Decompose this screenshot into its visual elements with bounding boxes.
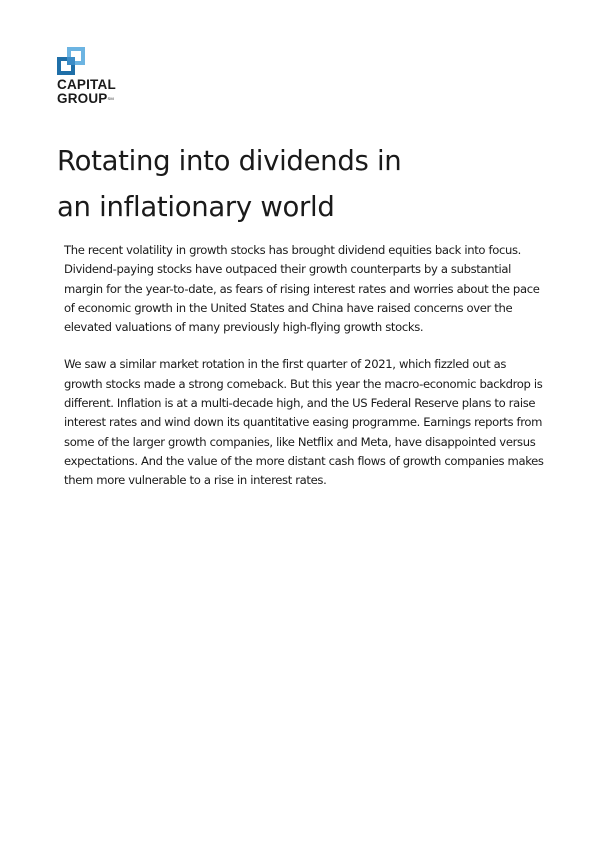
wordmark-line-2: GROUP℠ — [57, 91, 114, 106]
capital-group-wordmark — [57, 78, 116, 106]
title-line-2: an inflationary world — [57, 191, 335, 223]
capital-group-logo — [57, 47, 137, 109]
capital-group-logo-mark-icon — [57, 47, 85, 75]
wordmark-line-1: CAPITAL — [57, 77, 116, 92]
paragraph-1: The recent volatility in growth stocks has brought dividend equities back into focus. Dividend-paying stocks have outpaced their growth counterparts by a substantial margin for the year-to-date, as fears of rising interest rates and worries about the pace of economic growth in the United States and China have raised concerns over the elevated valuations of many previously high-flying growth stocks. — [64, 243, 540, 335]
title-line-1: Rotating into dividends in — [57, 145, 402, 177]
paragraph-2: We saw a similar market rotation in the first quarter of 2021, which fizzled out as growth stocks made a strong comeback. But this year the macro-economic backdrop is different. Inflation is at a multi-decade high, and the US Federal Reserve plans to raise interest rates and wind down its quantitative easing programme. Earnings reports from some of the larger growth companies, like Netflix and Meta, have disappointed versus expectations. And the value of the more distant cash flows of growth companies makes them more vulnerable to a rise in interest rates. — [64, 357, 544, 488]
service-mark: SM — [107, 96, 114, 101]
article-title — [57, 138, 537, 230]
article-body — [64, 241, 546, 509]
